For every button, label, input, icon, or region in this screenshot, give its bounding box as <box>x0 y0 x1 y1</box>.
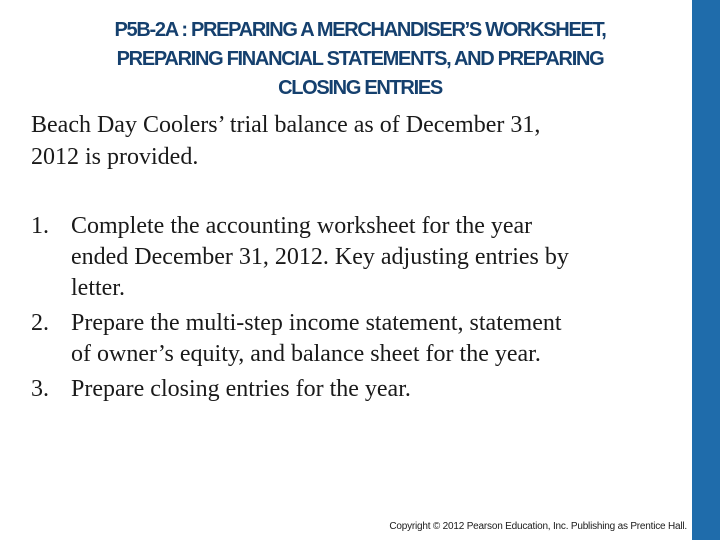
intro-line: Beach Day Coolers’ trial balance as of December 31, <box>31 112 541 138</box>
step-number: 2. <box>31 310 49 336</box>
list-item <box>31 211 671 304</box>
step-line: Prepare the multi-step income statement, statement <box>71 310 562 336</box>
list-item <box>31 308 671 370</box>
accent-bar <box>692 0 720 540</box>
step-line: ended December 31, 2012. Key adjusting entries by <box>71 244 569 270</box>
title-line: CLOSING ENTRIES <box>278 77 442 99</box>
step-line: of owner’s equity, and balance sheet for the year. <box>71 341 541 367</box>
step-text <box>71 374 671 405</box>
step-line: letter. <box>71 275 125 301</box>
step-number: 1. <box>31 213 49 239</box>
steps-list <box>31 211 671 409</box>
slide-title <box>30 16 690 103</box>
list-item <box>31 374 671 405</box>
step-line: Complete the accounting worksheet for the year <box>71 213 533 239</box>
step-text <box>71 308 671 370</box>
step-number: 3. <box>31 376 49 402</box>
intro-paragraph <box>31 109 671 173</box>
step-line: Prepare closing entries for the year. <box>71 376 411 402</box>
intro-line: 2012 is provided. <box>31 144 199 170</box>
step-text <box>71 211 671 304</box>
copyright-notice: Copyright © 2012 Pearson Education, Inc. Publishing as Prentice Hall. <box>389 521 687 532</box>
title-line: PREPARING FINANCIAL STATEMENTS, AND PREPARING <box>116 48 604 70</box>
title-line: P5B-2A : PREPARING A MERCHANDISER’S WORKSHEET, <box>114 19 606 41</box>
